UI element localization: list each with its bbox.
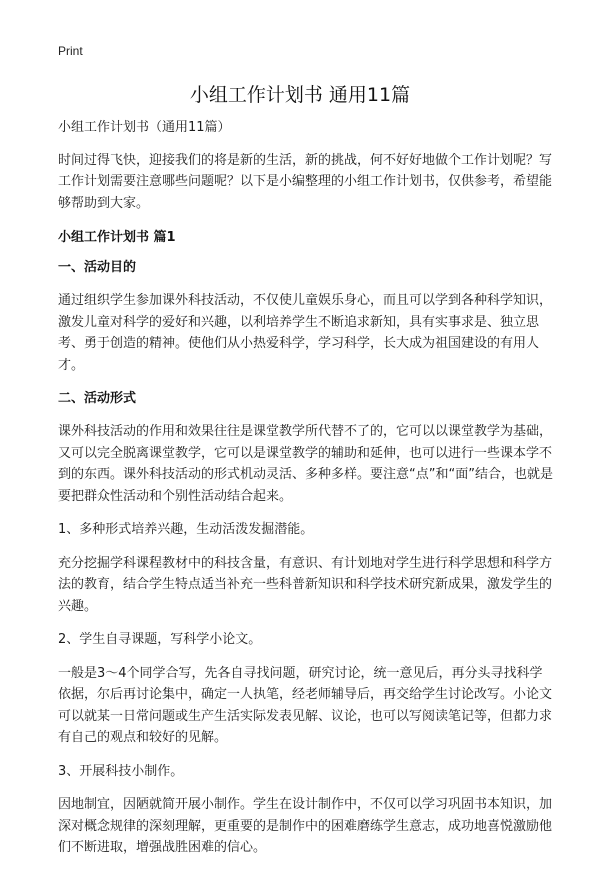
print-link[interactable]: Print bbox=[58, 44, 83, 58]
list-item-body: 一般是3～4个同学合写，先各自寻找问题，研究讨论，统一意见后，再分头寻找科学依据，尔后再讨论集中，确定一人执笔，经老师辅导后，再交给学生讨论改写。小论文可以就某一日常问题或生产生活实际发表见解、议论，也可以写阅读笔记等，但都力求有自己的观点和较好的见解。 bbox=[58, 665, 553, 745]
section-body-format: 课外科技活动的作用和效果往往是课堂教学所代替不了的，它可以以课堂教学为基础，又可以完全脱离课堂教学，它可以是课堂教学的辅助和延伸，也可以进行一些课本学不到的东西。课外科技活动的形式机动灵活、多种多样。要注意“点”和“面”结合，也就是要把群众性活动和个别性活动结合起来。 bbox=[58, 424, 553, 504]
section-body-purpose: 通过组织学生参加课外科技活动，不仅使儿童娱乐身心，而且可以学到各种科学知识，激发儿童对科学的爱好和兴趣，以利培养学生不断追求新知，具有实事求是、独立思考、勇于创造的精神。使他们从小热爱科学，学习科学，长大成为祖国建设的有用人才。 bbox=[58, 293, 553, 373]
list-item-title: 1、多种形式培养兴趣，生动活泼发掘潜能。 bbox=[58, 522, 314, 537]
document-subtitle: 小组工作计划书（通用11篇） bbox=[58, 120, 231, 135]
list-item-title: 2、学生自寻课题，写科学小论文。 bbox=[58, 632, 262, 647]
page-title: 小组工作计划书 通用11篇 bbox=[189, 84, 411, 106]
list-item-title: 3、开展科技小制作。 bbox=[58, 763, 184, 779]
section-heading-purpose: 一、活动目的 bbox=[58, 260, 137, 275]
intro-paragraph: 时间过得飞快，迎接我们的将是新的生活，新的挑战，何不好好地做个工作计划呢？写工作计划需要注意哪些问题呢？以下是小编整理的小组工作计划书，仅供参考，希望能够帮助到大家。 bbox=[58, 152, 553, 211]
list-item-body: 因地制宜，因陋就简开展小制作。学生在设计制作中，不仅可以学习巩固书本知识，加深对概念规律的深刻理解，更重要的是制作中的困难磨练学生意志，成功地喜悦激励他们不断进取，增强战胜困难的信心。 bbox=[58, 797, 553, 855]
document-body bbox=[58, 117, 553, 871]
section-heading-format: 二、活动形式 bbox=[58, 391, 137, 406]
list-item-body: 充分挖掘学科课程教材中的科技含量，有意识、有计划地对学生进行科学思想和科学方法的教育，结合学生特点适当补充一些科普新知识和科学技术研究新成果，激发学生的兴趣。 bbox=[58, 555, 553, 614]
article-heading: 小组工作计划书 篇1 bbox=[58, 230, 176, 245]
